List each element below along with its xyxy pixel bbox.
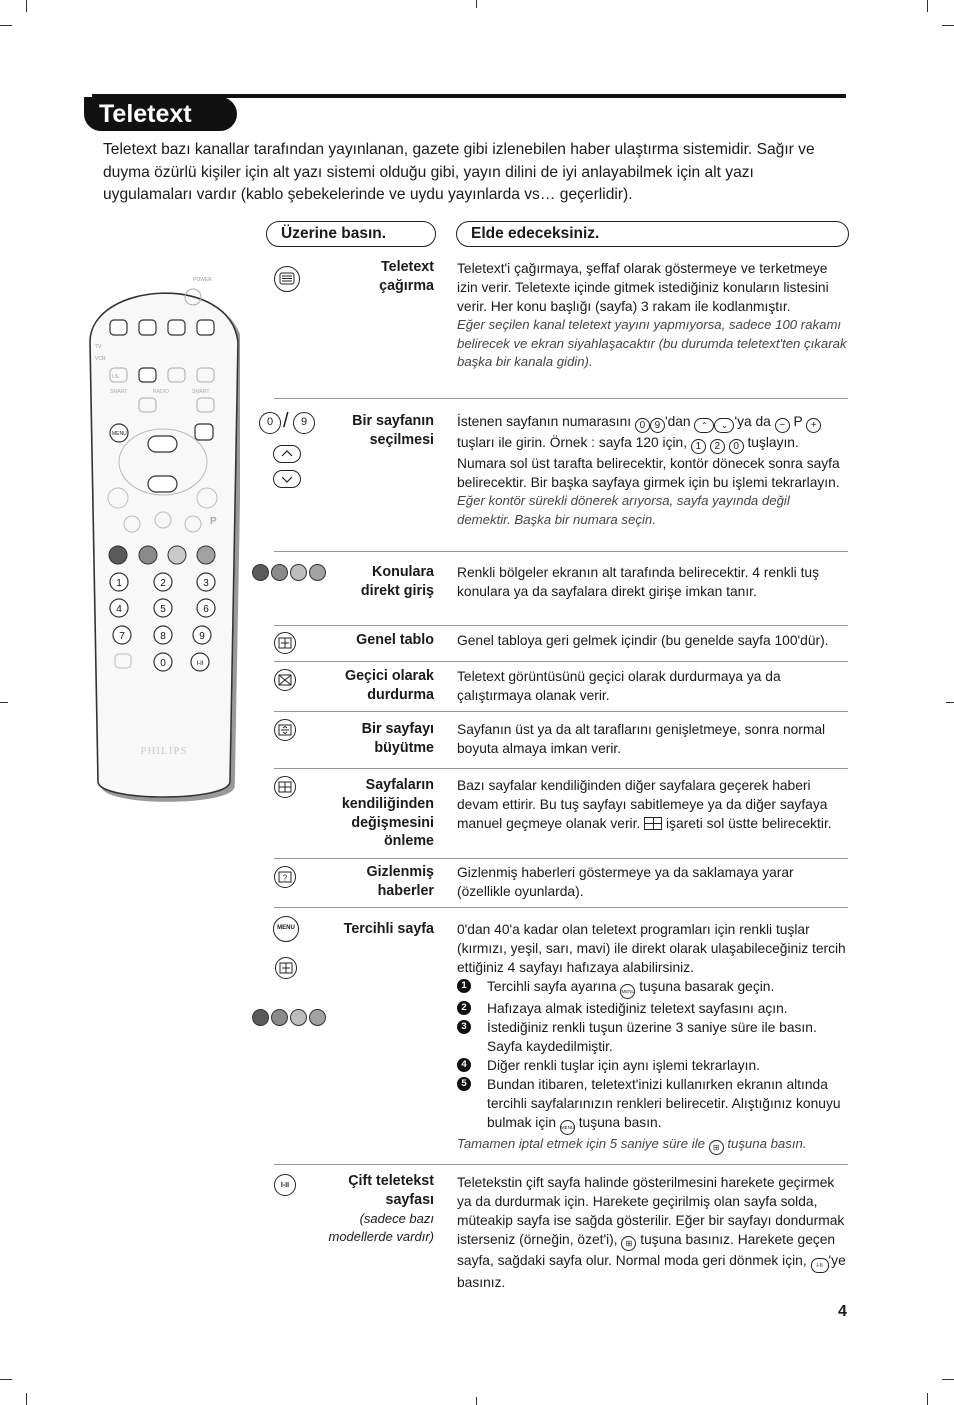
- dual-page-inline-icon: I-II: [811, 1258, 829, 1273]
- index-icon[interactable]: [274, 632, 296, 654]
- enlarge-icon[interactable]: [274, 719, 296, 741]
- key-6: 6: [203, 604, 209, 615]
- brand-logo: PHILIPS: [140, 745, 188, 757]
- digit-9-icon[interactable]: 9: [293, 412, 315, 434]
- row-desc-teletext: Teletext'i çağırmaya, şeffaf olarak göstermeye ve terketmeye izin verir. Teletexte içinde gitmek istediğiniz konuların listesini verir. Her konu başlığı (sayfa) 3 rakam ile kodlanmıştır. Eğer seçilen kanal teletext yayını yapmıyorsa, sadece 100 rakamı belirecek ve ekran siyahlaşacaktır (bu durumda teletext'ten çıkarak başka bir kanala gidin).: [457, 259, 847, 372]
- row-note-teletext: Eğer seçilen kanal teletext yayını yapmıyorsa, sadece 100 rakamı belirecek ve ekran siyahlaşacaktır (bu durumda teletext'ten çıkarak başka bir kanala gidin).: [457, 317, 847, 370]
- digit-9-inline-icon: 9: [650, 418, 665, 433]
- radio-label: RADIO: [153, 389, 169, 395]
- key-1: 1: [116, 578, 122, 589]
- dual-key-label: I-II: [196, 661, 204, 667]
- key-2-icon: 2: [710, 439, 725, 454]
- favourite-steps: [457, 977, 847, 1135]
- key-8: 8: [160, 631, 166, 642]
- minus-icon: −: [775, 418, 790, 433]
- crop-mark: [927, 0, 928, 12]
- key-2: 2: [160, 578, 166, 589]
- yellow-button: [168, 546, 186, 564]
- menu-inline-icon: MENU: [620, 984, 635, 999]
- row-desc-index: Genel tabloya geri gelmek içindir (bu genelde sayfa 100'dür).: [457, 633, 829, 648]
- crop-mark: [927, 1393, 928, 1405]
- crop-mark: [476, 1397, 477, 1405]
- chevron-down-icon[interactable]: [273, 470, 301, 488]
- green-button: [139, 546, 157, 564]
- row-desc-subpage: Bazı sayfalar kendiliğinden diğer sayfalara geçerek haberi devam ettirir. Bu tuş sayfayı sabitlemeye ya da diğer sayfaya manuel geçmeye olanak verir. işareti sol üstte belirecektir.: [457, 778, 832, 831]
- row-label-subpage: Sayfaların kendiliğinden değişmesini önleme: [341, 777, 434, 850]
- index-icon[interactable]: [275, 957, 297, 979]
- index-inline-icon: ⊞: [709, 1140, 724, 1155]
- step-1: 1 Tercihli sayfa ayarına MENU tuşuna basarak geçin.: [457, 977, 847, 999]
- row-separator: [274, 907, 848, 908]
- row-separator: [274, 768, 848, 769]
- subpage-icon[interactable]: [274, 776, 296, 798]
- row-label-favourite: Tercihli sayfa: [343, 921, 434, 937]
- row-separator: [274, 1164, 848, 1165]
- step-4: 4 Diğer renkli tuşlar için aynı işlemi tekrarlayın.: [457, 1056, 847, 1075]
- row-note-favourite: Tamamen iptal etmek için 5 saniye süre ile ⊞ tuşuna basın.: [457, 1135, 847, 1155]
- reveal-icon[interactable]: [274, 866, 296, 888]
- row-desc-direct-access: Renkli bölgeler ekranın alt tarafında belirecektir. 4 renkli tuş konulara ya da sayfalara direkt girişe imkan tanır.: [457, 565, 819, 599]
- teletext-icon[interactable]: [274, 266, 300, 292]
- remote-control-illustration: [80, 262, 240, 812]
- down-button: [148, 476, 177, 492]
- row-label-enlarge: Bir sayfayı büyütme: [361, 721, 434, 756]
- smart-left-label: SMART: [110, 389, 128, 395]
- subpage-inline-icon: [644, 817, 662, 830]
- row-desc-dual-page: Teletekstin çift sayfa halinde gösterilmesini harekete geçirmek ya da durdurmak için. Harekete geçirilmiş olan sayfa solda, müteakip sayfa ise sağda gösterilir. Eğer bir sayfayı dondurmak isterseniz (örneğin, özet'i), ⊞ tuşuna basınız. Harekete geçen sayfa, sağdaki sayfa olur. Normal moda geri dönmek için, I-II 'ye basınız.: [457, 1175, 846, 1290]
- row-label-select-page: Bir sayfanın seçilmesi: [352, 413, 434, 448]
- crop-mark: [942, 1379, 954, 1380]
- tv-label: TV: [95, 344, 102, 350]
- page-number: 4: [838, 1303, 847, 1320]
- key-9: 9: [199, 631, 205, 642]
- row-desc-select-page: İstenen sayfanın numarasını 0 9 'dan ⌃ ⌄ 'ya da − P + tuşları ile girin. Örnek : sayfa 120 için, 1 2 0 tuşlayın. Numara sol üst tarafta belirecektir, kontör dönecek sonra sayfa belirecektir. Bir başka sayfaya girmek için bu işlemi tekrarlayın. Eğer kontör sürekli dönerek arıyorsa, sayfa yayında değil demektir. Başka bir numara seçin.: [457, 412, 847, 529]
- row-label-teletext: Teletext çağırma: [379, 259, 434, 294]
- row-label-direct-access: Konulara direkt giriş: [360, 564, 434, 599]
- row-label-dual-page: Çift teletekst sayfası (sadece bazı modellerde vardır): [328, 1173, 434, 1245]
- slash-separator: /: [283, 410, 289, 432]
- is-label: I.S.: [112, 374, 120, 380]
- key-0: 0: [160, 658, 166, 669]
- key-7: 7: [119, 631, 125, 642]
- row-label-index: Genel tablo: [356, 632, 434, 648]
- red-button: [109, 546, 127, 564]
- row-desc-enlarge: Sayfanın üst ya da alt taraflarını genişletmeye, sonra normal boyuta almaya imkan verir.: [457, 722, 826, 756]
- menu-icon[interactable]: MENU: [273, 916, 299, 942]
- row-separator: [274, 551, 848, 552]
- svg-text:?: ?: [282, 873, 288, 883]
- subpage-inline-icon: ⊞: [621, 1236, 636, 1251]
- color-buttons-icon[interactable]: [252, 564, 328, 582]
- step-2: 2 Hafızaya almak istediğiniz teletext sayfasını açın.: [457, 999, 847, 1018]
- page-title: Teletext: [84, 97, 237, 131]
- crop-mark: [26, 0, 27, 12]
- row-desc-reveal: Gizlenmiş haberleri göstermeye ya da saklamaya yarar (özellikle oyunlarda).: [457, 865, 794, 899]
- row-separator: [274, 858, 848, 859]
- intro-paragraph: Teletext bazı kanallar tarafından yayınlanan, gazete gibi izlenebilen haber ulaştırma sistemidir. Sağır ve duyma özürlü kişiler için alt yazı sistemi olduğu gibi, yayın dilini de iyi anlayabilmek için alt yazı uygulamaları vardır (kablo şebekelerinde ve uydu yayınlarda vs… geçerlidir).: [103, 141, 815, 203]
- row-separator: [274, 661, 848, 662]
- dual-page-icon[interactable]: I-II: [274, 1174, 296, 1196]
- key-4: 4: [116, 604, 122, 615]
- header-get: Elde edeceksiniz.: [456, 221, 849, 247]
- menu-inline-icon: MENU: [560, 1120, 575, 1135]
- smart-right-label: SMART: [192, 389, 210, 395]
- p-label: P: [210, 516, 217, 527]
- key-0-icon: 0: [729, 439, 744, 454]
- hold-icon[interactable]: [274, 669, 296, 691]
- step-3: 3 İstediğiniz renkli tuşun üzerine 3 saniye süre ile basın. Sayfa kaydedilmiştir.: [457, 1018, 847, 1056]
- row-label-hold: Geçici olarak durdurma: [344, 668, 434, 703]
- plus-icon: +: [806, 418, 821, 433]
- index-button: [139, 368, 156, 382]
- row-label-reveal: Gizlenmiş haberler: [366, 864, 434, 899]
- header-press: Üzerine basın.: [266, 221, 436, 247]
- menu-label: MENU: [112, 431, 127, 437]
- row-note-select-page: Eğer kontör sürekli dönerek arıyorsa, sayfa yayında değil demektir. Başka bir numara seçin.: [457, 493, 790, 527]
- vcr-label: VCR: [95, 356, 106, 362]
- power-label: POWER: [193, 277, 212, 283]
- crop-mark: [946, 702, 954, 703]
- key-1-icon: 1: [691, 439, 706, 454]
- down-inline-icon: ⌄: [714, 418, 734, 433]
- digit-0-inline-icon: 0: [635, 418, 650, 433]
- crop-mark: [0, 25, 12, 26]
- up-inline-icon: ⌃: [694, 418, 714, 433]
- blue-button: [197, 546, 215, 564]
- row-separator: [274, 398, 848, 399]
- crop-mark: [26, 1393, 27, 1405]
- step-5: 5 Bundan itibaren, teletext'inizi kullanırken ekranın altında tercihli sayfalarınızın renkleri belirecetir. Alıştığınız konuyu bulmak için MENU tuşuna basın.: [457, 1075, 847, 1135]
- key-5: 5: [160, 604, 166, 615]
- digit-0-icon[interactable]: 0: [259, 412, 281, 434]
- chevron-up-icon[interactable]: [273, 445, 301, 463]
- row-desc-hold: Teletext görüntüsünü geçici olarak durdurmaya ya da çalıştırmaya olanak verir.: [457, 669, 781, 703]
- key-3: 3: [203, 578, 209, 589]
- teletext-button: [195, 424, 213, 440]
- crop-mark: [0, 702, 8, 703]
- up-button: [148, 436, 177, 452]
- crop-mark: [476, 0, 477, 8]
- color-buttons-icon[interactable]: [252, 1009, 328, 1027]
- row-separator: [274, 711, 848, 712]
- crop-mark: [0, 1379, 12, 1380]
- row-separator: [274, 625, 848, 626]
- crop-mark: [942, 25, 954, 26]
- row-desc-favourite: 0'dan 40'a kadar olan teletext programları için renkli tuşlar (kırmızı, yeşil, sarı, mavi) ile direkt olarak ulaşabileceğiniz tercih ettiğiniz 4 sayfayı hafızaya alabilirsiniz. 1 Tercihli sayfa ayarına MENU tuşuna basarak geçin. 2 Hafızaya almak istediğiniz teletext sayfasını açın. 3 İstediğiniz renkli tuşun üzerine 3 saniye süre ile basın. Sayfa kaydedilmiştir. 4 Diğer renkli tuşlar için aynı işlemi tekrarlayın. 5 Bundan itibaren, teletext'inizi kullanırken ekranın altında tercihli sayfalarınızın renkleri belirecetir. Alıştığınız konuyu bulmak için MENU tuşuna basın. Tamamen iptal etmek için 5 saniye süre ile ⊞ tuşuna basın.: [457, 920, 847, 1155]
